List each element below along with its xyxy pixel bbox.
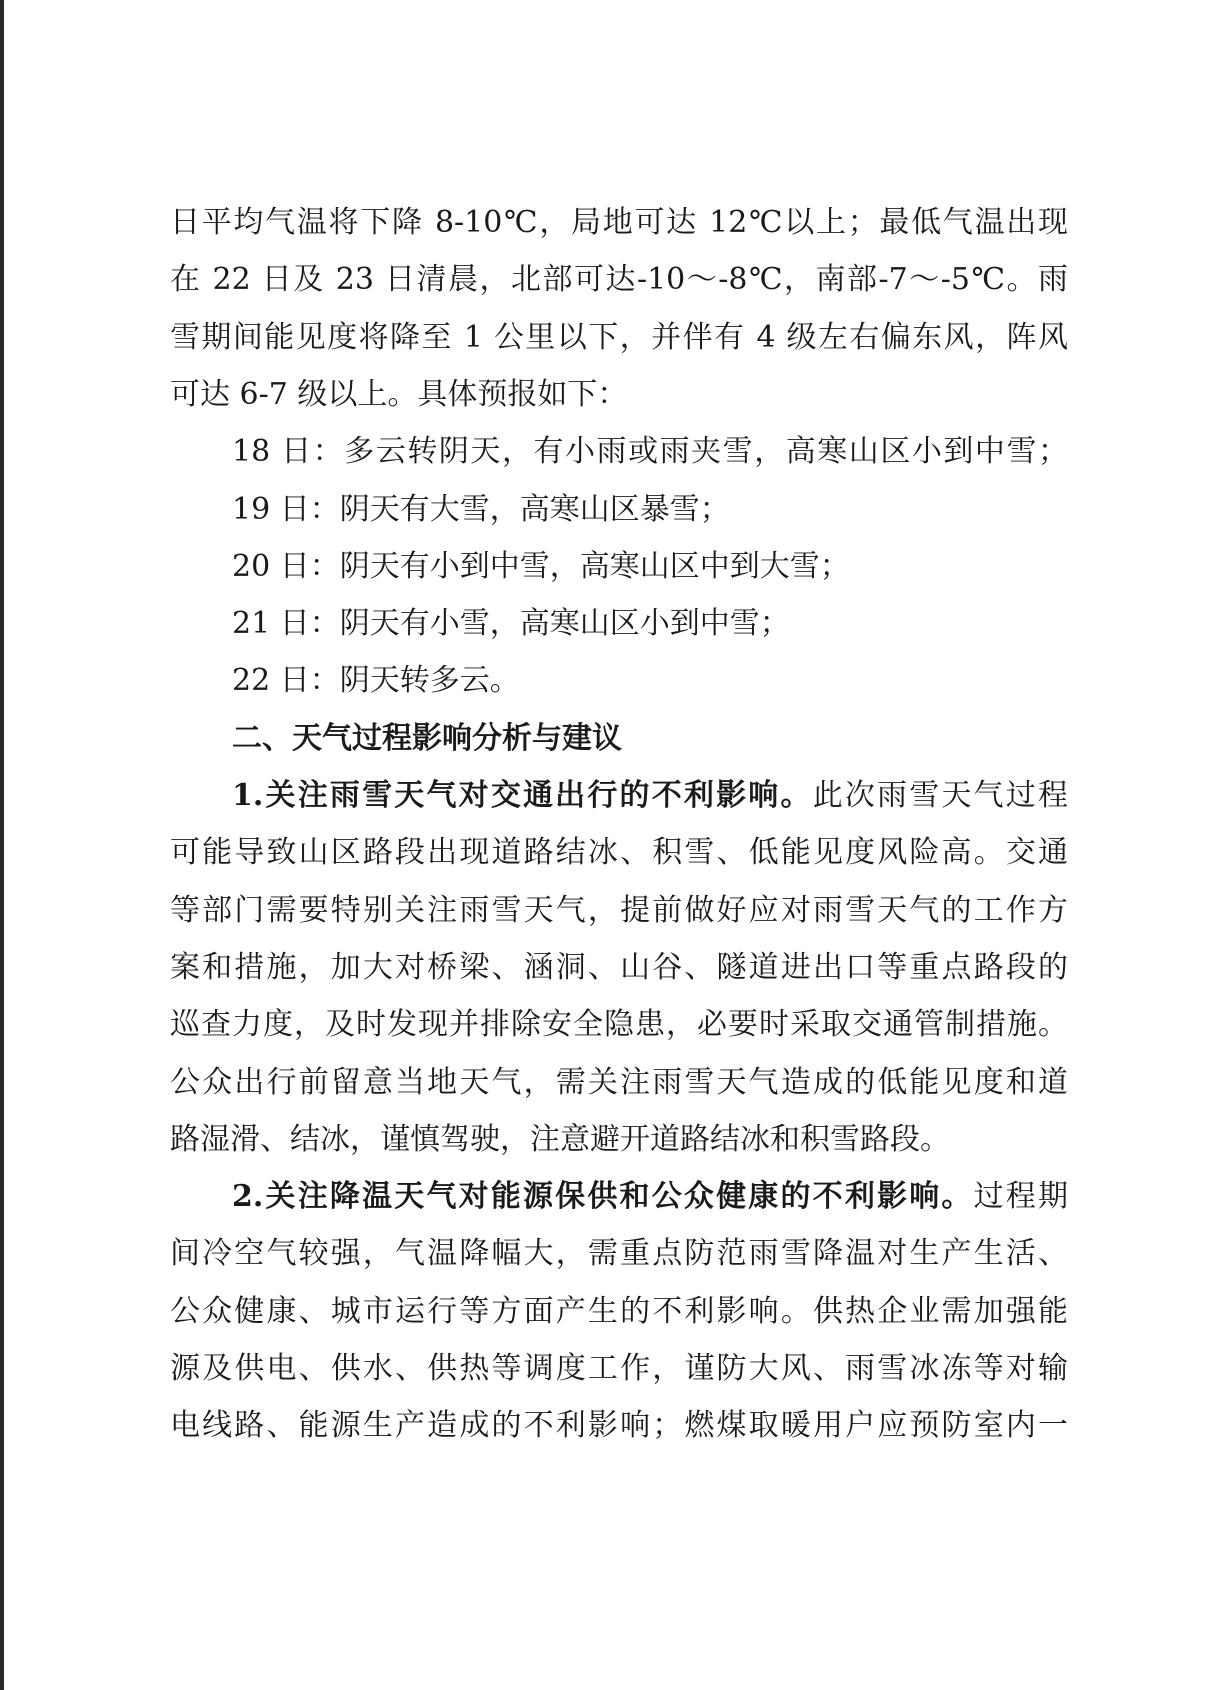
text-line <box>170 1292 1068 1332</box>
line-text: 间冷空气较强，气温降幅大，需重点防范雨雪降温对生产生活、 <box>170 1236 1068 1272</box>
line-text: 18 日：多云转阴天，有小雨或雨夹雪，高寒山区小到中雪； <box>232 434 1068 470</box>
bold-heading: 1.关注雨雪天气对交通出行的不利影响。 <box>232 778 813 813</box>
line-text: 公众健康、城市运行等方面产生的不利影响。供热企业需加强能 <box>170 1293 1068 1329</box>
line-text: 可达 6-7 级以上。具体预报如下： <box>170 376 628 412</box>
line-text: 雪期间能见度将降至 1 公里以下，并伴有 4 级左右偏东风，阵风 <box>170 319 1068 355</box>
text-line <box>232 719 1068 759</box>
text-line <box>170 1349 1068 1389</box>
line-text: 19 日：阴天有大雪，高寒山区暴雪； <box>232 491 730 527</box>
text-line <box>232 776 1068 816</box>
line-text: 22 日：阴天转多云。 <box>232 663 520 699</box>
text-line <box>232 432 1068 472</box>
text-line <box>170 1234 1068 1274</box>
line-text: 路湿滑、结冰，谨慎驾驶，注意避开道路结冰和积雪路段。 <box>170 1121 950 1157</box>
line-text: 案和措施，加大对桥梁、涵洞、山谷、隧道进出口等重点路段的 <box>170 949 1068 985</box>
text-line <box>170 891 1068 931</box>
line-text: 电线路、能源生产造成的不利影响；燃煤取暖用户应预防室内一 <box>170 1408 1068 1444</box>
line-text: 在 22 日及 23 日清晨，北部可达-10～-8℃，南部-7～-5℃。雨 <box>170 262 1068 298</box>
line-text: 20 日：阴天有小到中雪，高寒山区中到大雪； <box>232 548 850 584</box>
bold-heading: 2.关注降温天气对能源保供和公众健康的不利影响。 <box>232 1179 974 1215</box>
bold-heading: 二、天气过程影响分析与建议 <box>232 720 622 756</box>
text-line <box>232 661 1068 701</box>
text-line <box>170 1406 1068 1446</box>
line-text: 源及供电、供水、供热等调度工作，谨防大风、雨雪冰冻等对输 <box>170 1351 1068 1386</box>
line-text: 可能导致山区路段出现道路结冰、积雪、低能见度风险高。交通 <box>170 835 1068 871</box>
text-line <box>232 1177 1068 1217</box>
text-line <box>232 490 1068 530</box>
line-text: 巡查力度，及时发现并排除安全隐患，必要时采取交通管制措施。 <box>170 1007 1068 1043</box>
text-line <box>232 604 1068 644</box>
text-line <box>170 833 1068 873</box>
line-text: 公众出行前留意当地天气，需关注雨雪天气造成的低能见度和道 <box>170 1064 1068 1100</box>
page-edge-border <box>0 0 4 1690</box>
text-line <box>170 1005 1068 1045</box>
line-text: 此次雨雪天气过程 <box>812 778 1068 813</box>
text-line <box>170 260 1068 300</box>
text-line <box>170 375 1068 415</box>
text-line <box>170 318 1068 358</box>
line-text: 日平均气温将下降 8-10℃，局地可达 12℃以上；最低气温出现 <box>170 205 1068 240</box>
line-text: 等部门需要特别关注雨雪天气，提前做好应对雨雪天气的工作方 <box>170 892 1068 928</box>
line-text: 21 日：阴天有小雪，高寒山区小到中雪； <box>232 606 790 642</box>
line-text: 过程期 <box>973 1179 1068 1215</box>
text-line <box>170 1063 1068 1103</box>
text-line <box>170 1120 1068 1160</box>
text-line <box>170 203 1068 243</box>
text-line <box>232 547 1068 587</box>
text-line <box>170 948 1068 988</box>
